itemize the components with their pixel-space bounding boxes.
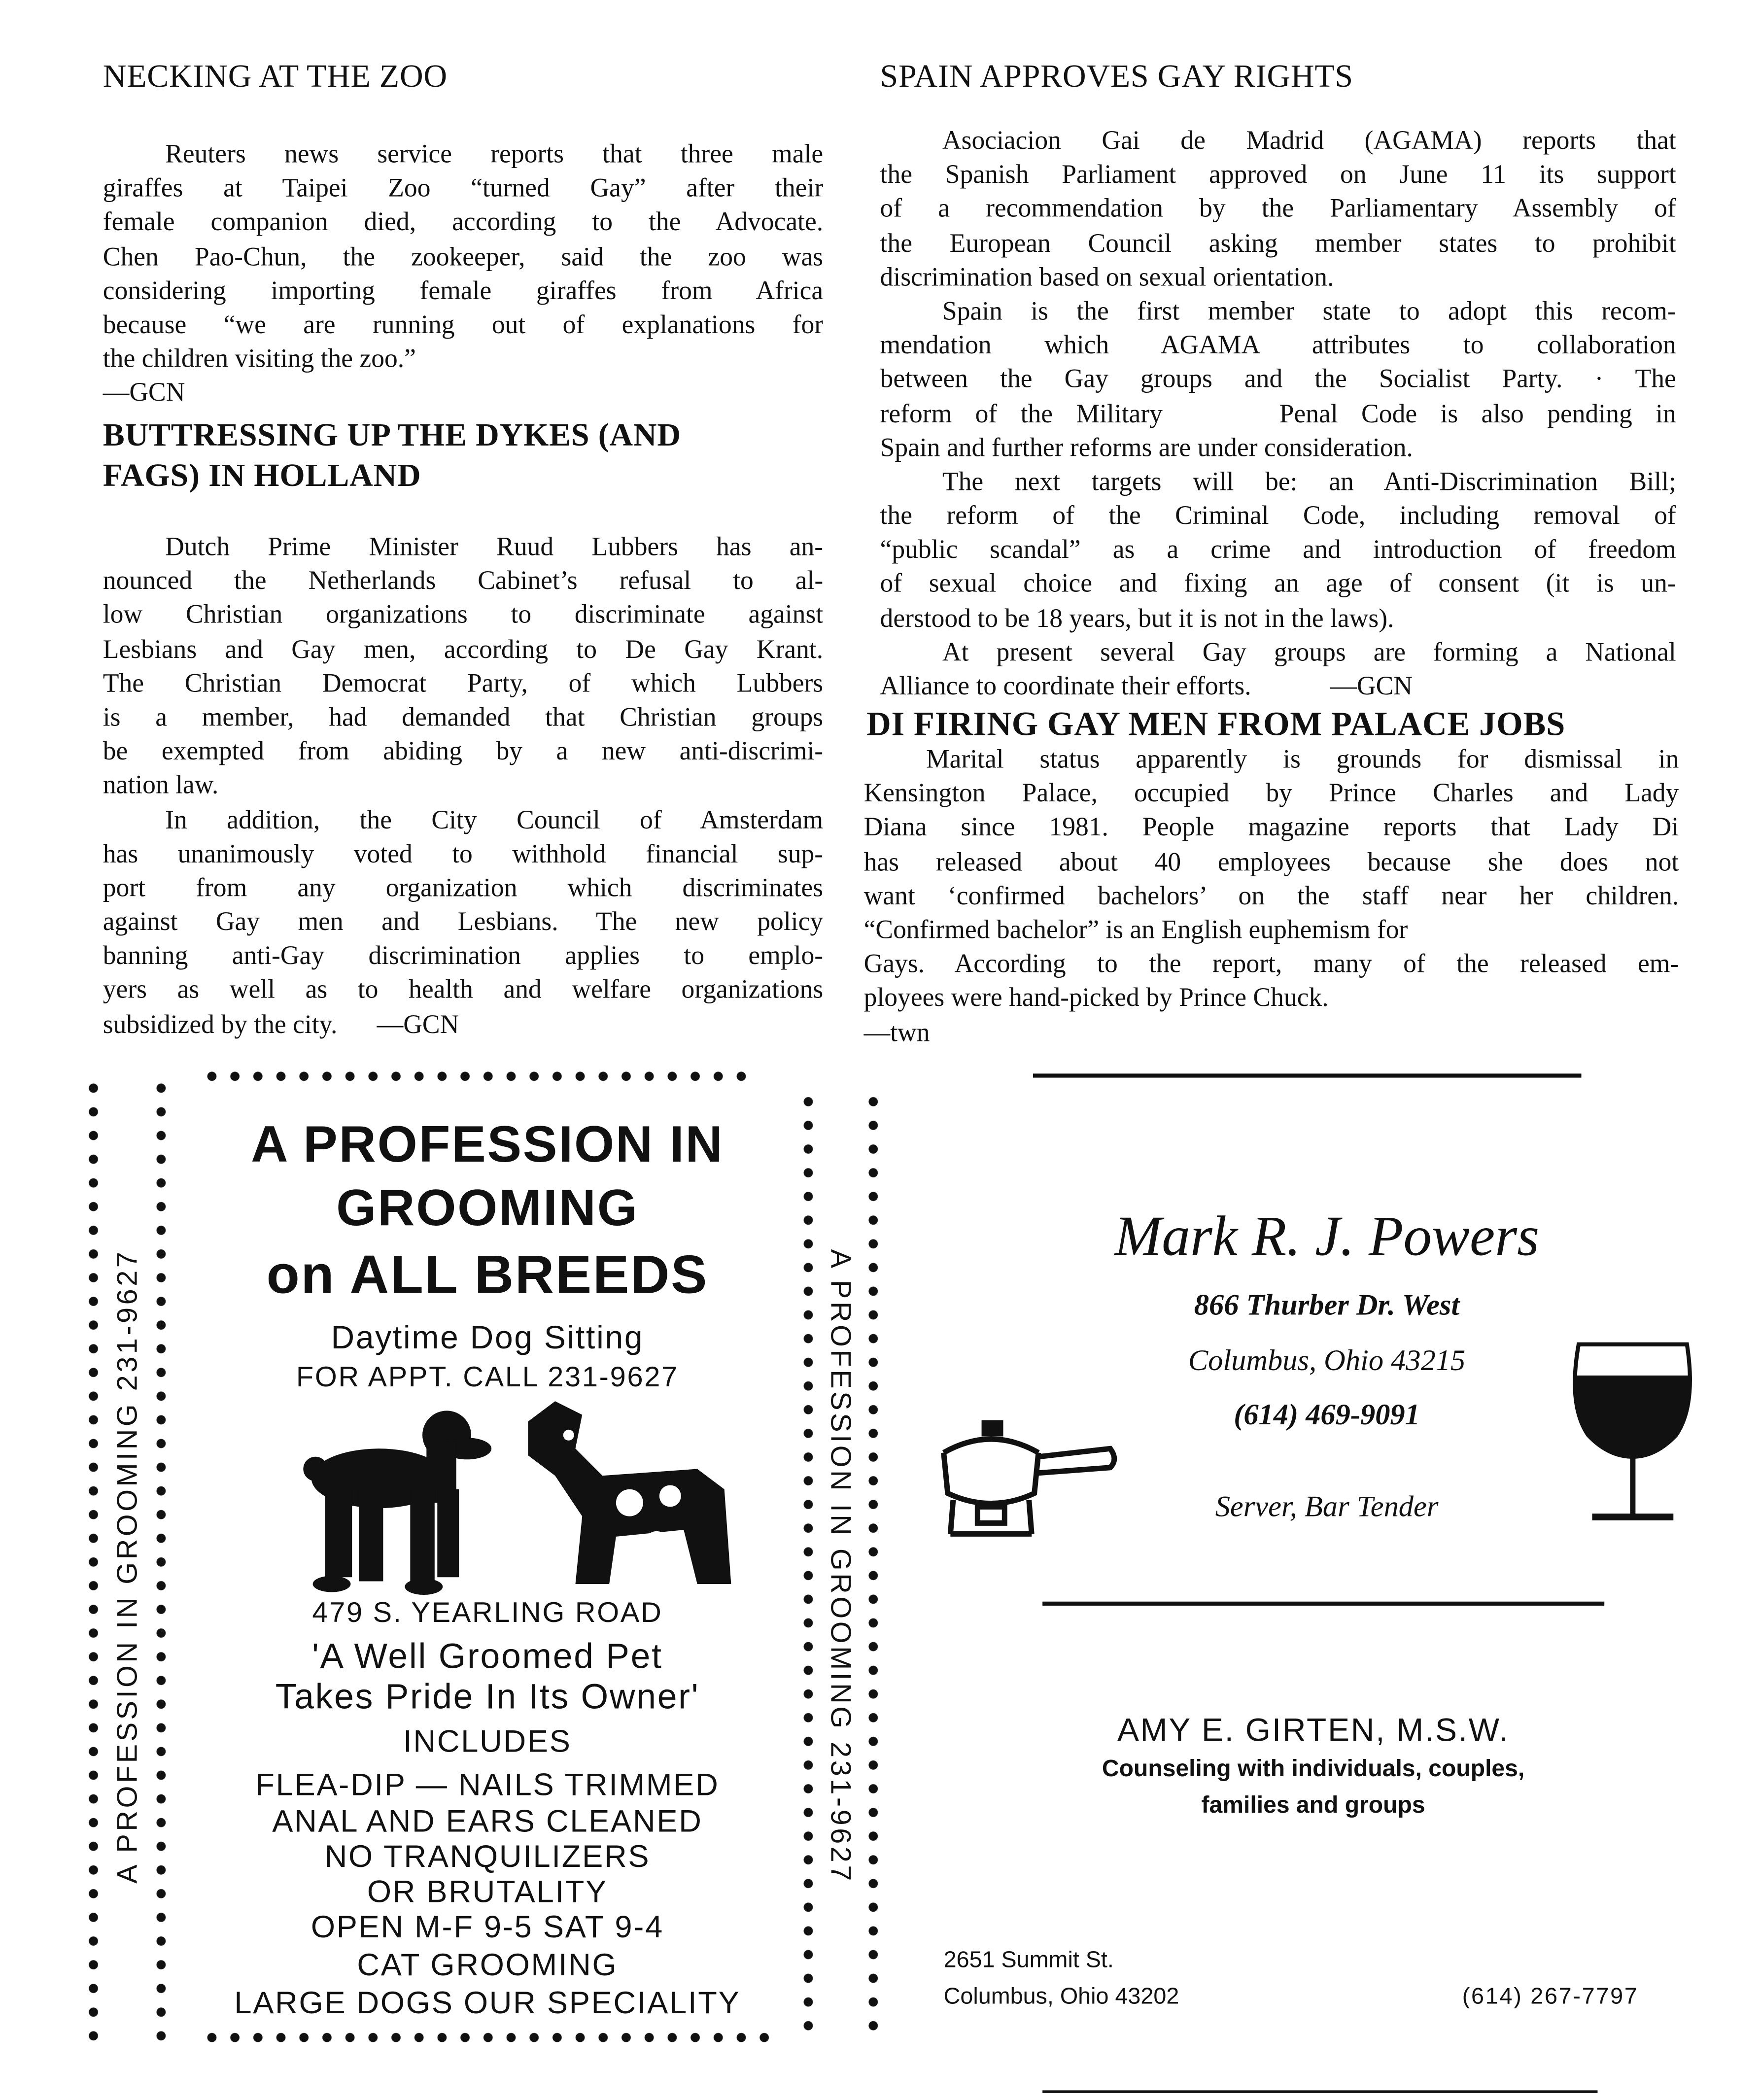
text-line: Kensington Palace, occupied by Prince Charles and Lady [863,780,1679,809]
ad-appt: FOR APPT. CALL 231-9627 [296,1362,679,1393]
headline-buttressing [103,415,681,497]
text-line: The Christian Democrat Party, of which Lubbers [103,670,824,698]
text-line: be exempted from abiding by a new anti-discrimi- [103,738,824,767]
text-line: giraffes at Taipei Zoo “turned Gay” after their [103,174,824,204]
text-line: Spain and further reforms are under consideration. [880,434,1413,463]
card-phone: (614) 267-7797 [1462,1983,1639,2009]
text-line: yers as well as to health and welfare organizations [103,976,824,1005]
ad-title: A PROFESSION IN [251,1117,724,1174]
headline-spain-approves-gay-rights: SPAIN APPROVES GAY RIGHTS [880,59,1353,95]
service-line: CAT GROOMING [357,1947,618,1982]
text-line: ployees were hand-picked by Prince Chuck. [863,984,1329,1013]
text-line: the reform of the Criminal Code, including removal of [880,502,1676,531]
text-line: female companion died, according to the Advocate. [103,209,824,238]
text-line: is a member, had demanded that Christian groups [103,704,824,732]
text-line: the European Council asking member states to prohibit [880,229,1676,258]
card-role: Server, Bar Tender [1215,1489,1439,1523]
text-line: low Christian organizations to discriminate against [103,601,824,630]
text-line: the Spanish Parliament approved on June 11 its support [880,161,1676,190]
text-line: subsidized by the city. —GCN [103,1010,459,1039]
poodle-and-terrier-icon [250,1394,751,1597]
text-line: against Gay men and Lesbians. The new policy [103,908,824,937]
text-line: mendation which AGAMA attributes to collaboration [880,332,1676,361]
side-text-left: A PROFESSION IN GROOMING 231-9627 [112,1249,144,1884]
text-line: —GCN [103,379,185,408]
article-body [880,125,1676,704]
text-line: Chen Pao-Chun, the zookeeper, said the zoo was [103,243,824,272]
dot-border [154,1076,168,2044]
divider [1042,1602,1604,1605]
text-line: “Confirmed bachelor” is an English euphemism for [863,916,1408,945]
text-line: banning anti-Gay discrimination applies to emplo- [103,942,824,971]
text-line: Gays. According to the report, many of the released em- [863,950,1679,979]
article-body [864,743,1679,1050]
ad-slogan: Takes Pride In Its Owner' [275,1676,700,1717]
ad-includes: INCLUDES [403,1723,572,1759]
side-text-right: A PROFESSION IN GROOMING 231-9627 [824,1249,856,1884]
headline-di-firing: DI FIRING GAY MEN FROM PALACE JOBS [866,706,1566,744]
service-line: FLEA-DIP — NAILS TRIMMED [255,1766,720,1802]
dot-border [866,1090,880,2044]
wine-glass-icon [1568,1338,1696,1527]
ad-address: 479 S. YEARLING ROAD [312,1597,663,1629]
service-line: OR BRUTALITY [367,1873,608,1909]
dot-border [201,2031,776,2044]
text-line: Reuters news service reports that three male [165,140,824,170]
card-description: families and groups [1201,1791,1425,1819]
article-body [103,531,823,1042]
card-street: 866 Thurber Dr. West [1194,1287,1460,1322]
divider [1033,1073,1582,1077]
headline-necking-at-the-zoo: NECKING AT THE ZOO [103,59,448,95]
article-body [103,138,823,411]
service-line: ANAL AND EARS CLEANED [272,1803,703,1839]
service-line: LARGE DOGS OUR SPECIALITY [234,1985,741,2020]
service-line: NO TRANQUILIZERS [324,1838,651,1874]
card-city: Columbus, Ohio 43202 [943,1983,1179,2009]
card-city: Columbus, Ohio 43215 [1188,1343,1466,1377]
ad-daytime: Daytime Dog Sitting [331,1320,644,1357]
text-line: nounced the Netherlands Cabinet’s refusal to al- [103,567,824,596]
fondue-pot-icon [937,1419,1120,1541]
text-line: derstood to be 18 years, but it is not in the laws). [880,604,1394,633]
text-line: Lesbians and Gay men, according to De Gay Krant. [103,635,824,664]
text-line: because “we are running out of explanations for [103,311,824,340]
text-line: Marital status apparently is grounds for dismissal in [926,746,1679,775]
card-description: Counseling with individuals, couples, [1102,1755,1525,1782]
ad-title: on ALL BREEDS [266,1245,709,1306]
text-line: of sexual choice and fixing an age of consent (it is un- [880,570,1676,599]
text-line: has unanimously voted to withhold financial sup- [103,840,824,869]
text-line: discrimination based on sexual orientation. [880,263,1334,292]
text-line: —twn [863,1019,930,1047]
text-line: In addition, the City Council of Amsterdam [165,806,824,835]
text-line: considering importing female giraffes from Africa [103,277,824,306]
card-name: Mark R. J. Powers [1114,1206,1540,1269]
text-line: of a recommendation by the Parliamentary Assembly of [880,195,1676,224]
card-street: 2651 Summit St. [943,1947,1114,1973]
text-line: reform of the Military Penal Code is also pending in [880,400,1676,429]
text-line: Diana since 1981. People magazine reports that Lady Di [863,814,1679,843]
card-phone: (614) 469-9091 [1234,1397,1420,1431]
text-line: port from any organization which discriminates [103,874,824,903]
service-line: OPEN M-F 9-5 SAT 9-4 [311,1909,664,1944]
ad-title: GROOMING [336,1180,639,1238]
text-line: “public scandal” as a crime and introduction of freedom [880,536,1676,565]
headline-line: BUTTRESSING UP THE DYKES (AND [103,418,681,454]
text-line: nation law. [103,772,219,801]
text-line: Alliance to coordinate their efforts. —GCN [880,673,1413,701]
text-line: the children visiting the zoo.” [103,345,416,374]
text-line: has released about 40 employees because she does not [863,848,1679,877]
divider [1042,2090,1597,2092]
text-line: At present several Gay groups are forming a National [942,639,1676,667]
dot-border [87,1076,100,2044]
ad-slogan: 'A Well Groomed Pet [312,1635,663,1676]
text-line: The next targets will be: an Anti-Discrimination Bill; [942,468,1676,497]
card-name: AMY E. GIRTEN, M.S.W. [1117,1712,1510,1750]
dot-border [201,1069,756,1083]
text-line: Dutch Prime Minister Ruud Lubbers has an- [165,533,824,562]
text-line: Spain is the first member state to adopt this recom- [942,298,1676,326]
text-line: want ‘confirmed bachelors’ on the staff near her children. [863,882,1679,911]
headline-line: FAGS) IN HOLLAND [103,459,421,494]
dot-border [801,1090,815,2044]
text-line: Asociacion Gai de Madrid (AGAMA) reports that [942,127,1676,156]
text-line: between the Gay groups and the Socialist Party. · The [880,366,1676,395]
